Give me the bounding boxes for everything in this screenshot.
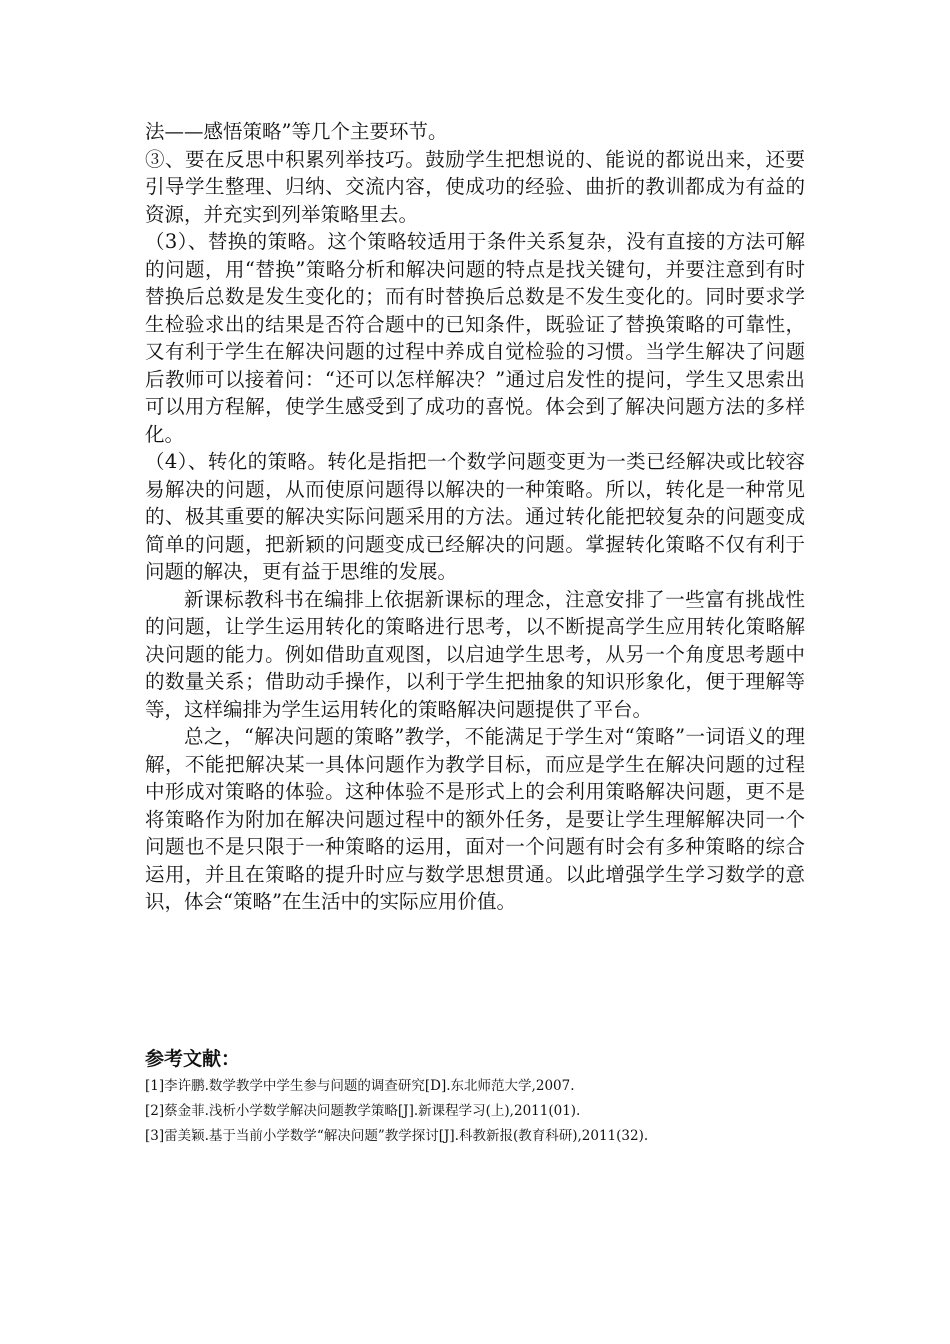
- paragraph-1: 法——感悟策略”等几个主要环节。: [145, 120, 448, 143]
- references-heading: 参考文献：: [145, 1048, 241, 1070]
- references-section: [145, 1046, 845, 1149]
- paragraph-6: 总之，“解决问题的策略”教学，不能满足于学生对“策略”一词语义的理解，不能把解决某一具体问题作为教学目标，而应是学生在解决问题的过程中形成对策略的体验。这种体验不是形式上的会利用策略解决问题，更不是将策略作为附加在解决问题过程中的额外任务，是要让学生理解解决同一个问题也不是只限于一种策略的运用，面对一个问题有时会有多种策略的综合运用，并且在策略的提升时应与数学思想贯通。以此增强学生学习数学的意识，体会“策略”在生活中的实际应用价值。: [145, 725, 805, 913]
- reference-item: [2]蔡金菲.浅析小学数学解决问题教学策略[J].新课程学习(上),2011(01).: [145, 1103, 581, 1119]
- paragraph-2: ③、要在反思中积累列举技巧。鼓励学生把想说的、能说的都说出来，还要引导学生整理、归纳、交流内容，使成功的经验、曲折的教训都成为有益的资源，并充实到列举策略里去。: [145, 147, 805, 226]
- reference-item: [3]雷美颖.基于当前小学数学“解决问题”教学探讨[J].科教新报(教育科研),2011(32).: [145, 1128, 649, 1144]
- body-text: [145, 118, 805, 916]
- paragraph-4: （4）、转化的策略。转化是指把一个数学问题变更为一类已经解决或比较容易解决的问题，从而使原问题得以解决的一种策略。所以，转化是一种常见的、极其重要的解决实际问题采用的方法。通过转化能把较复杂的问题变成简单的问题，把新颖的问题变成已经解决的问题。掌握转化策略不仅有利于问题的解决，更有益于思维的发展。: [145, 450, 805, 583]
- references-list: [145, 1074, 845, 1149]
- paragraph-3: （3）、替换的策略。这个策略较适用于条件关系复杂，没有直接的方法可解的问题，用“替换”策略分析和解决问题的特点是找关键句，并要注意到有时替换后总数是发生变化的；而有时替换后总数是不发生变化的。同时要求学生检验求出的结果是否符合题中的已知条件，既验证了替换策略的可靠性，又有利于学生在解决问题的过程中养成自觉检验的习惯。当学生解决了问题后教师可以接着问：“还可以怎样解决？”通过启发性的提问，学生又思索出可以用方程解，使学生感受到了成功的喜悦。体会到了解决问题方法的多样化。: [145, 230, 805, 446]
- paragraph-5: 新课标教科书在编排上依据新课标的理念，注意安排了一些富有挑战性的问题，让学生运用转化的策略进行思考，以不断提高学生应用转化策略解决问题的能力。例如借助直观图，以启迪学生思考，从另一个角度思考题中的数量关系；借助动手操作，以利于学生把抽象的知识形象化，便于理解等等，这样编排为学生运用转化的策略解决问题提供了平台。: [145, 587, 805, 721]
- reference-item: [1]李许鹏.数学教学中学生参与问题的调查研究[D].东北师范大学,2007.: [145, 1078, 575, 1094]
